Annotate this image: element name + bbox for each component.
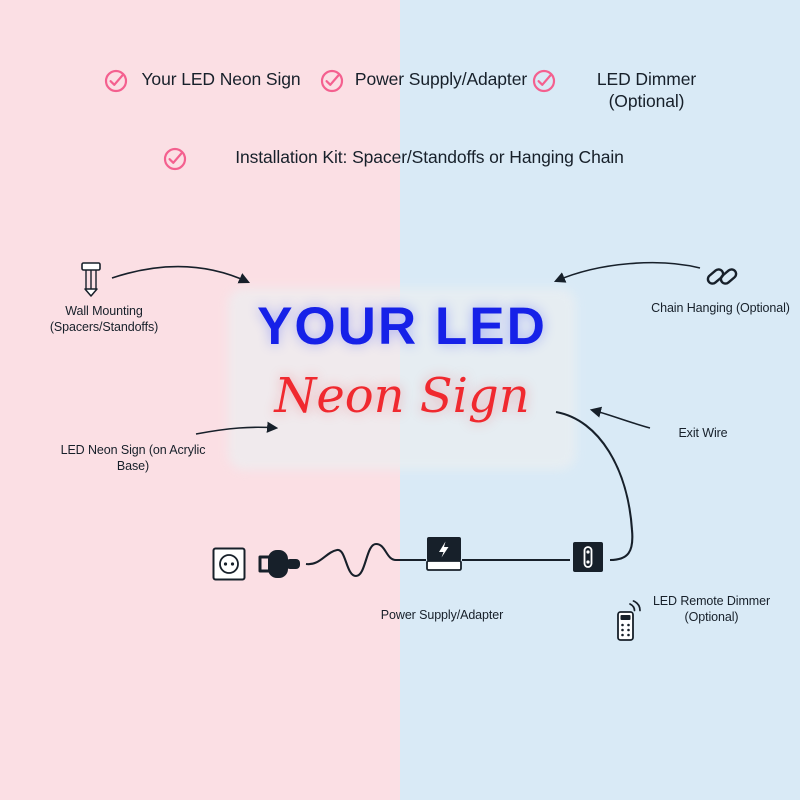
callout-led-remote-dimmer: LED Remote Dimmer (Optional)	[652, 594, 771, 625]
checklist-item-label: Power Supply/Adapter	[354, 69, 528, 89]
screw-icon	[78, 262, 104, 298]
callout-led-neon-sign: LED Neon Sign (on Acrylic Base)	[60, 443, 206, 474]
wall-socket-icon	[212, 547, 246, 581]
power-adapter-icon	[426, 536, 462, 572]
check-circle-icon	[104, 69, 128, 93]
check-circle-icon	[163, 147, 187, 171]
callout-exit-wire: Exit Wire	[678, 426, 728, 440]
checklist-item-3	[532, 68, 732, 113]
inline-driver-icon	[572, 541, 604, 573]
sign-text-line-2: Neon Sign	[274, 368, 530, 424]
power-plug-icon	[258, 544, 302, 584]
checklist-item-4	[163, 146, 663, 171]
remote-control-icon	[614, 600, 642, 642]
callout-power-supply: Power Supply/Adapter	[380, 608, 504, 622]
checklist-item-label: Your LED Neon Sign	[141, 69, 301, 89]
check-circle-icon	[320, 69, 344, 93]
callout-wall-mounting: Wall Mounting (Spacers/Standoffs)	[49, 304, 159, 335]
checklist-item-label: LED Dimmer (Optional)	[596, 69, 697, 112]
chain-link-icon	[704, 258, 740, 294]
sign-text-line-1: YOUR LED	[257, 297, 547, 356]
checklist-item-2	[320, 68, 530, 93]
callout-chain-hanging: Chain Hanging (Optional)	[651, 301, 790, 315]
checklist-item-label: Installation Kit: Spacer/Standoffs or Hanging Chain	[235, 147, 624, 167]
check-circle-icon	[532, 69, 556, 93]
checklist-item-1	[104, 68, 309, 93]
